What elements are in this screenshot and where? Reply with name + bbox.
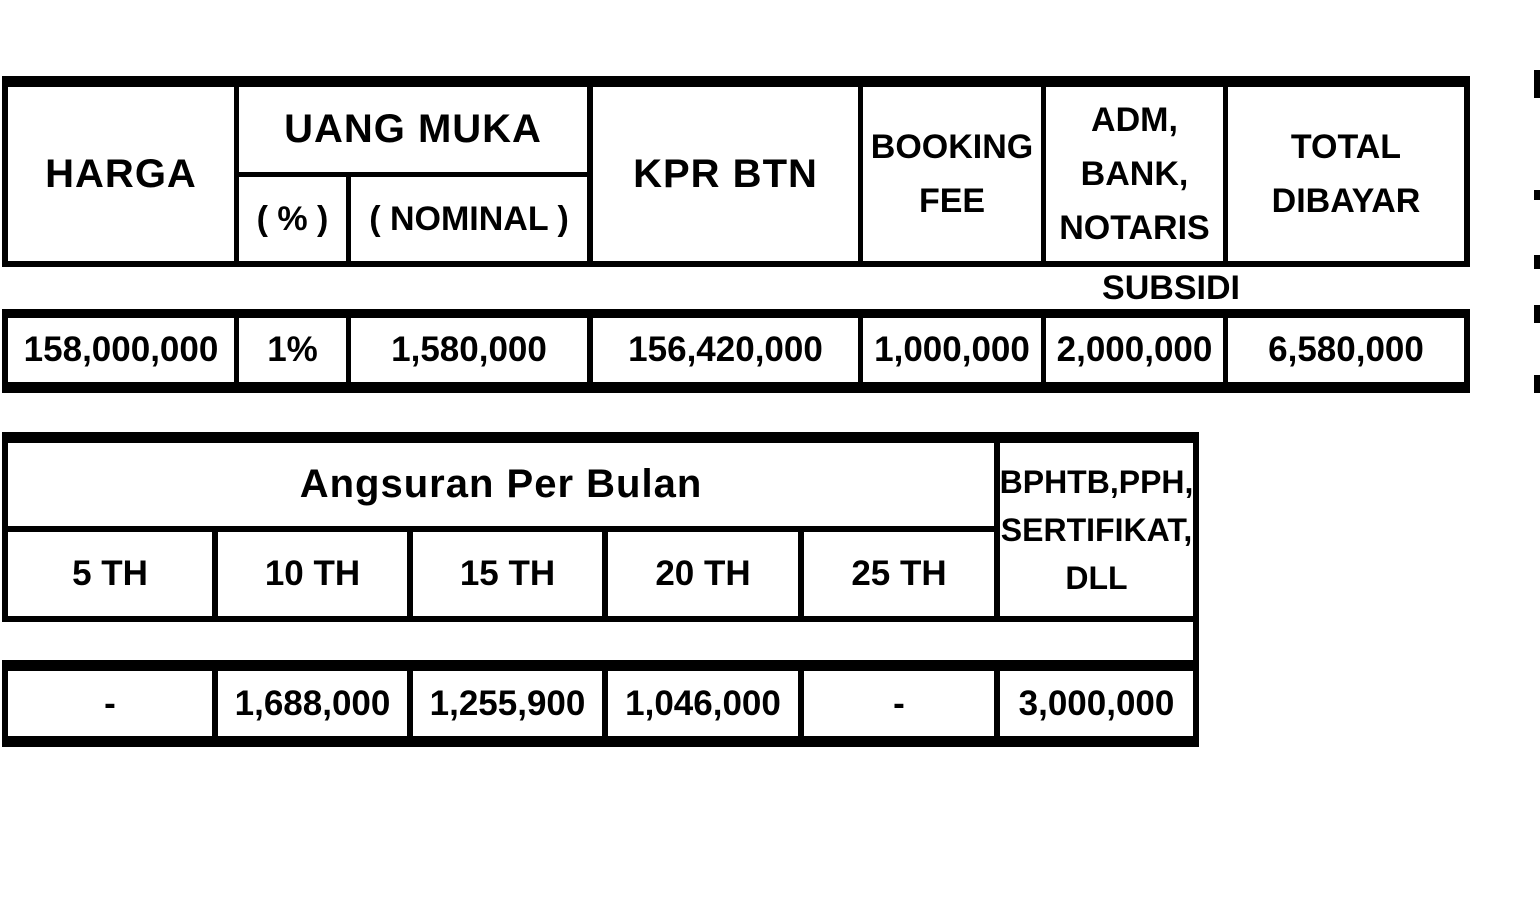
installment-title: Angsuran Per Bulan [299,462,703,506]
border-bottom [2,736,1199,747]
header-adm-bank-notaris [1046,87,1223,261]
value-harga: 158,000,000 [23,330,219,369]
installment-5th: - [104,683,116,723]
value-total: 6,580,000 [1268,330,1424,369]
installment-20th: 1,046,000 [625,683,781,723]
header-total-line: TOTAL [1290,128,1402,166]
border-right [1464,309,1470,393]
header-total-dibayar [1228,87,1464,261]
value-adm: 2,000,000 [1056,330,1213,369]
header-bphtb [1000,443,1193,616]
border-right [1464,76,1470,267]
subsidi-label: SUBSIDI [1102,269,1240,307]
edge-artifact [1534,60,1540,400]
header-persen: ( % ) [256,200,329,238]
term-5th: 5 TH [72,554,148,593]
value-persen: 1% [267,330,318,369]
term-15th: 15 TH [459,554,556,593]
border-top [2,660,1199,671]
border-bottom [2,382,1470,393]
border-right [1193,660,1199,747]
value-nominal: 1,580,000 [391,330,547,369]
header-adm-line: ADM, [1091,101,1178,139]
border-top [2,309,1470,318]
header-nominal: ( NOMINAL ) [369,200,569,238]
border-top [2,76,1470,87]
header-harga: HARGA [45,151,197,196]
installment-10th: 1,688,000 [234,683,391,723]
header-booking-fee-line: BOOKING [870,128,1034,166]
header-bphtb-line: BPHTB,PPH, [999,463,1194,500]
term-25th: 25 TH [851,554,947,593]
header-booking-fee [863,87,1041,261]
divider [2,616,1199,622]
term-10th: 10 TH [264,554,361,593]
border-right [1193,432,1199,663]
header-total-line: DIBAYAR [1271,182,1421,220]
header-booking-fee-line: FEE [918,182,986,220]
installment-25th: - [893,683,905,723]
value-booking-fee: 1,000,000 [874,330,1030,369]
header-bphtb-line: SERTIFIKAT, [1000,511,1193,548]
header-kpr-btn: KPR BTN [633,151,818,196]
installment-15th: 1,255,900 [429,683,586,723]
value-bphtb: 3,000,000 [1018,683,1175,723]
value-kpr-btn: 156,420,000 [628,330,823,369]
border-top [2,432,1199,443]
header-adm-line: NOTARIS [1059,209,1210,247]
header-adm-line: BANK, [1080,155,1189,193]
header-uang-muka: UANG MUKA [284,107,542,151]
term-20th: 20 TH [655,554,751,593]
header-bphtb-line: DLL [1065,559,1128,596]
